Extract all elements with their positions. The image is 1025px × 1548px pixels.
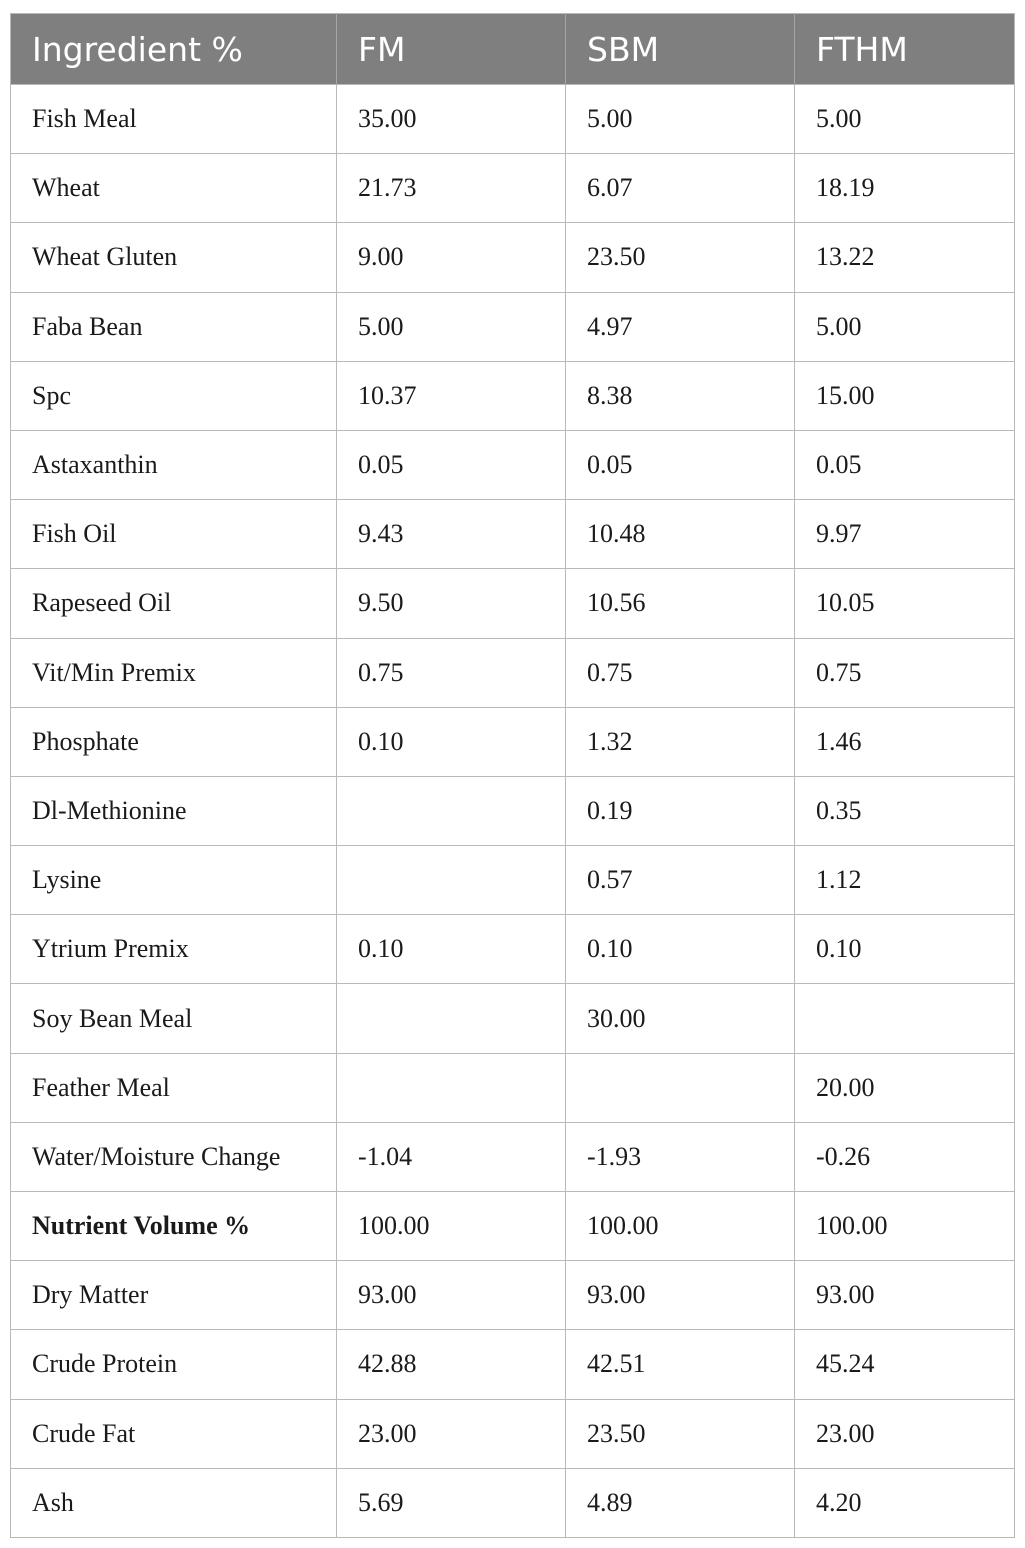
cell-fm: 5.00 xyxy=(337,292,566,361)
table-row xyxy=(11,292,1015,361)
cell-ingredient: Ytrium Premix xyxy=(11,915,337,984)
cell-ingredient: Crude Fat xyxy=(11,1399,337,1468)
cell-sbm xyxy=(566,1053,795,1122)
cell-fthm: 0.10 xyxy=(795,915,1015,984)
cell-fm xyxy=(337,846,566,915)
cell-fthm: 93.00 xyxy=(795,1261,1015,1330)
cell-fm: 0.10 xyxy=(337,915,566,984)
cell-fm: 42.88 xyxy=(337,1330,566,1399)
cell-sbm: 10.56 xyxy=(566,569,795,638)
cell-fthm: 100.00 xyxy=(795,1192,1015,1261)
header-row xyxy=(11,14,1015,85)
cell-sbm: 1.32 xyxy=(566,707,795,776)
cell-ingredient: Wheat Gluten xyxy=(11,223,337,292)
cell-fm: 35.00 xyxy=(337,85,566,154)
table-row xyxy=(11,569,1015,638)
table-row xyxy=(11,430,1015,499)
header-sbm: SBM xyxy=(566,14,795,85)
table-row xyxy=(11,638,1015,707)
table-header xyxy=(11,14,1015,85)
cell-ingredient: Rapeseed Oil xyxy=(11,569,337,638)
cell-sbm: 42.51 xyxy=(566,1330,795,1399)
cell-fm xyxy=(337,1053,566,1122)
cell-ingredient: Lysine xyxy=(11,846,337,915)
table-row xyxy=(11,1330,1015,1399)
cell-ingredient: Astaxanthin xyxy=(11,430,337,499)
cell-ingredient: Dl-Methionine xyxy=(11,776,337,845)
cell-ingredient: Spc xyxy=(11,361,337,430)
table-row xyxy=(11,776,1015,845)
table-row xyxy=(11,1399,1015,1468)
cell-sbm: 5.00 xyxy=(566,85,795,154)
cell-fthm: 13.22 xyxy=(795,223,1015,292)
cell-fm: 9.00 xyxy=(337,223,566,292)
cell-fm: -1.04 xyxy=(337,1122,566,1191)
cell-ingredient: Phosphate xyxy=(11,707,337,776)
cell-ingredient: Crude Protein xyxy=(11,1330,337,1399)
cell-ingredient: Fish Meal xyxy=(11,85,337,154)
cell-sbm: 100.00 xyxy=(566,1192,795,1261)
cell-fthm: 0.35 xyxy=(795,776,1015,845)
cell-fthm: 0.75 xyxy=(795,638,1015,707)
header-fm: FM xyxy=(337,14,566,85)
cell-fthm: 1.12 xyxy=(795,846,1015,915)
cell-fthm: 1.46 xyxy=(795,707,1015,776)
table-row xyxy=(11,223,1015,292)
cell-ingredient: Wheat xyxy=(11,154,337,223)
cell-ingredient: Soy Bean Meal xyxy=(11,984,337,1053)
cell-sbm: 0.05 xyxy=(566,430,795,499)
table-row xyxy=(11,915,1015,984)
cell-fthm: 0.05 xyxy=(795,430,1015,499)
cell-sbm: 23.50 xyxy=(566,223,795,292)
cell-fm xyxy=(337,776,566,845)
cell-sbm: 4.97 xyxy=(566,292,795,361)
cell-ingredient: Dry Matter xyxy=(11,1261,337,1330)
cell-ingredient: Vit/Min Premix xyxy=(11,638,337,707)
cell-sbm: 0.75 xyxy=(566,638,795,707)
cell-fm: 10.37 xyxy=(337,361,566,430)
table-row xyxy=(11,846,1015,915)
cell-ingredient: Feather Meal xyxy=(11,1053,337,1122)
cell-fthm: 5.00 xyxy=(795,85,1015,154)
cell-sbm: -1.93 xyxy=(566,1122,795,1191)
cell-ingredient: Nutrient Volume % xyxy=(11,1192,337,1261)
cell-fm: 9.50 xyxy=(337,569,566,638)
table-row xyxy=(11,1261,1015,1330)
cell-sbm: 6.07 xyxy=(566,154,795,223)
cell-sbm: 10.48 xyxy=(566,500,795,569)
cell-sbm: 4.89 xyxy=(566,1468,795,1537)
cell-fthm: 5.00 xyxy=(795,292,1015,361)
cell-ingredient: Fish Oil xyxy=(11,500,337,569)
cell-fm: 93.00 xyxy=(337,1261,566,1330)
cell-sbm: 0.57 xyxy=(566,846,795,915)
cell-sbm: 0.10 xyxy=(566,915,795,984)
table-row xyxy=(11,1053,1015,1122)
cell-sbm: 23.50 xyxy=(566,1399,795,1468)
table-row xyxy=(11,1192,1015,1261)
table-row xyxy=(11,85,1015,154)
cell-sbm: 30.00 xyxy=(566,984,795,1053)
table-row xyxy=(11,984,1015,1053)
cell-fthm xyxy=(795,984,1015,1053)
cell-fthm: 10.05 xyxy=(795,569,1015,638)
header-fthm: FTHM xyxy=(816,29,908,69)
cell-fthm: 9.97 xyxy=(795,500,1015,569)
cell-fm: 0.05 xyxy=(337,430,566,499)
cell-fm: 100.00 xyxy=(337,1192,566,1261)
cell-fthm: 18.19 xyxy=(795,154,1015,223)
cell-fm xyxy=(337,984,566,1053)
cell-ingredient: Ash xyxy=(11,1468,337,1537)
cell-fm: 0.10 xyxy=(337,707,566,776)
cell-fthm: 15.00 xyxy=(795,361,1015,430)
cell-fm: 0.75 xyxy=(337,638,566,707)
cell-ingredient: Water/Moisture Change xyxy=(11,1122,337,1191)
cell-sbm: 8.38 xyxy=(566,361,795,430)
table-row xyxy=(11,1122,1015,1191)
table-row xyxy=(11,500,1015,569)
table-body xyxy=(11,85,1015,1538)
table-row xyxy=(11,1468,1015,1537)
cell-fm: 23.00 xyxy=(337,1399,566,1468)
cell-fthm: 45.24 xyxy=(795,1330,1015,1399)
cell-fm: 21.73 xyxy=(337,154,566,223)
cell-fthm: 23.00 xyxy=(795,1399,1015,1468)
table-row xyxy=(11,361,1015,430)
cell-sbm: 0.19 xyxy=(566,776,795,845)
header-ingredient: Ingredient % xyxy=(11,14,337,85)
table-row xyxy=(11,154,1015,223)
ingredient-table-container xyxy=(10,13,1014,1538)
cell-ingredient: Faba Bean xyxy=(11,292,337,361)
cell-fthm: 20.00 xyxy=(795,1053,1015,1122)
cell-fm: 9.43 xyxy=(337,500,566,569)
cell-sbm: 93.00 xyxy=(566,1261,795,1330)
table-row xyxy=(11,707,1015,776)
ingredient-table xyxy=(10,13,1015,1538)
cell-fthm: 4.20 xyxy=(795,1468,1015,1537)
cell-fthm: -0.26 xyxy=(795,1122,1015,1191)
cell-fm: 5.69 xyxy=(337,1468,566,1537)
